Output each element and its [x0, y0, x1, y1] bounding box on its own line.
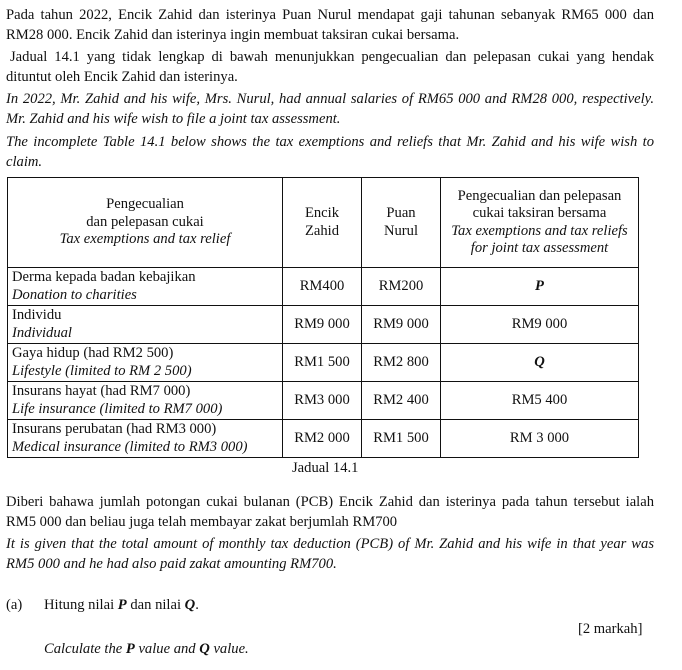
question-en: Calculate the P value and Q value. — [44, 641, 249, 657]
zahid-amount: RM1 500 — [283, 344, 362, 382]
intro-en-paragraph-1: In 2022, Mr. Zahid and his wife, Mrs. Nurul, had annual salaries of RM65 000 and RM28 000, respectively. Mr. Zahid and his wife wish to file a joint tax assessment. — [6, 91, 654, 127]
header-puan-nurul: Puan Nurul — [362, 178, 441, 268]
given-en-paragraph: It is given that the total amount of monthly tax deduction (PCB) of Mr. Zahid and his wife in that year was RM5 000 and he had also paid zakat amounting RM700. — [6, 536, 654, 572]
intro-bm-paragraph-2: Jadual 14.1 yang tidak lengkap di bawah menunjukkan pengecualian dan pelepasan cukai yang hendak dituntut oleh Encik Zahid dan isterinya. — [6, 49, 654, 85]
nurul-amount: RM2 800 — [362, 344, 441, 382]
table-row — [8, 344, 639, 382]
header-encik-zahid: Encik Zahid — [283, 178, 362, 268]
nurul-amount: RM1 500 — [362, 420, 441, 458]
zahid-amount: RM3 000 — [283, 382, 362, 420]
row-label: Individu Individual — [8, 306, 283, 344]
joint-amount: RM 3 000 — [441, 420, 639, 458]
joint-amount: RM5 400 — [441, 382, 639, 420]
row-label: Derma kepada badan kebajikan Donation to charities — [8, 268, 283, 306]
joint-amount: RM9 000 — [441, 306, 639, 344]
zahid-amount: RM400 — [283, 268, 362, 306]
question-label: (a) — [6, 597, 23, 613]
table-row — [8, 420, 639, 458]
header-exemptions: Pengecualian dan pelepasan cukai Tax exemptions and tax relief — [8, 178, 283, 268]
tax-relief-table — [7, 177, 639, 458]
table-header-row — [8, 178, 639, 268]
nurul-amount: RM2 400 — [362, 382, 441, 420]
zahid-amount: RM2 000 — [283, 420, 362, 458]
table-row — [8, 268, 639, 306]
intro-en-paragraph-2: The incomplete Table 14.1 below shows the tax exemptions and reliefs that Mr. Zahid and his wife wish to claim. — [6, 134, 654, 170]
table-row — [8, 382, 639, 420]
row-label: Insurans perubatan (had RM3 000) Medical insurance (limited to RM3 000) — [8, 420, 283, 458]
intro-bm-paragraph-1: Pada tahun 2022, Encik Zahid dan isterinya Puan Nurul mendapat gaji tahunan sebanyak RM65 000 dan RM28 000. Encik Zahid dan isterinya ingin membuat taksiran cukai bersama. — [6, 7, 654, 43]
header-joint-assessment: Pengecualian dan pelepasan cukai taksiran bersama Tax exemptions and tax reliefs for joint tax assessment — [441, 178, 639, 268]
given-bm-paragraph: Diberi bahawa jumlah potongan cukai bulanan (PCB) Encik Zahid dan isterinya pada tahun tersebut ialah RM5 000 dan beliau juga telah membayar zakat berjumlah RM700 — [6, 494, 654, 530]
zahid-amount: RM9 000 — [283, 306, 362, 344]
table-caption: Jadual 14.1 — [292, 460, 359, 476]
joint-value-p: P — [441, 268, 639, 306]
question-bm: Hitung nilai P dan nilai Q. — [44, 597, 199, 613]
nurul-amount: RM9 000 — [362, 306, 441, 344]
row-label: Gaya hidup (had RM2 500) Lifestyle (limited to RM 2 500) — [8, 344, 283, 382]
row-label: Insurans hayat (had RM7 000) Life insurance (limited to RM7 000) — [8, 382, 283, 420]
joint-value-q: Q — [441, 344, 639, 382]
table-row — [8, 306, 639, 344]
nurul-amount: RM200 — [362, 268, 441, 306]
marks-label: [2 markah] — [578, 621, 643, 637]
